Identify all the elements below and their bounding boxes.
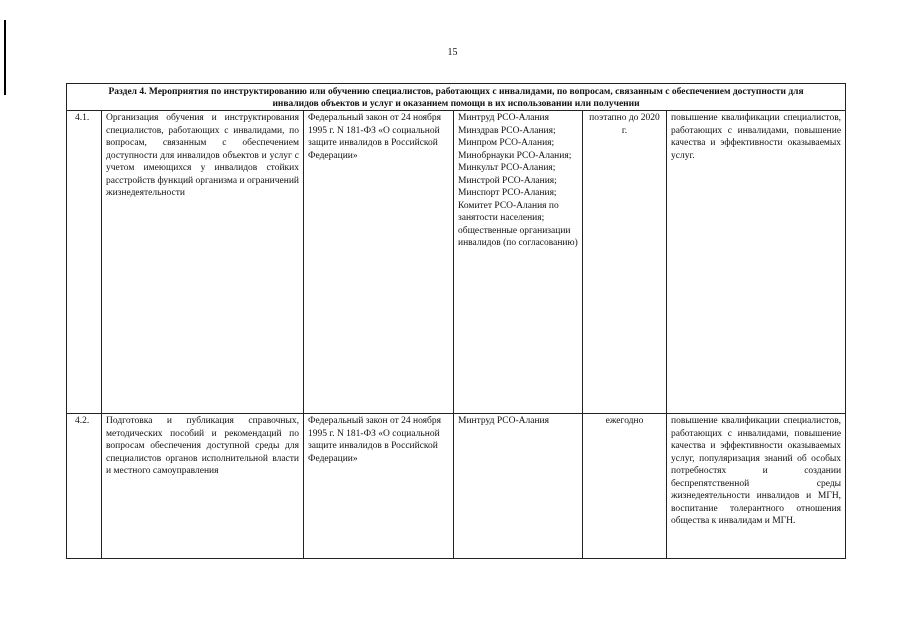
section-header-row (67, 84, 846, 111)
row-number: 4.2. (67, 414, 102, 559)
executors-cell (454, 111, 583, 414)
executor-item: Минкульт РСО-Алания; (458, 163, 556, 173)
deadline-cell: поэтапно до 2020 г. (583, 111, 667, 414)
measures-table (66, 83, 846, 559)
executor-item: Минтруд РСО-Алания (458, 113, 549, 123)
executor-item: Минтруд РСО-Алания (458, 416, 549, 426)
measure-cell: Подготовка и публикация справочных, методических пособий и рекомендаций по вопросам обеспечения доступной среды для специалистов органов исполнительной власти и местного самоуправления (102, 414, 304, 559)
executor-item: Минстрой РСО-Алания; (458, 175, 557, 186)
legal-basis-cell: Федеральный закон от 24 ноября 1995 г. N 181-ФЗ «О социальной защите инвалидов в Российской Федерации» (304, 414, 454, 559)
result-cell: повышение квалификации специалистов, работающих с инвалидами, повышение качества и эффективности оказываемых услуг. (667, 111, 846, 414)
table-row (67, 111, 846, 414)
page-number: 15 (447, 47, 458, 58)
executors-cell (454, 414, 583, 559)
result-cell: повышение квалификации специалистов, работающих с инвалидами, повышение качества и эффективности оказываемых услуг, популяризация знаний об особых потребностях и создании беспрепятственной среды жизнедеятельности инвалидов и МГН, воспитание толерантного отношения общества к инвалидам и МГН. (667, 414, 846, 559)
table-row (67, 414, 846, 559)
executor-item: Минпром РСО-Алания; (458, 138, 555, 148)
executor-item: Комитет РСО-Алания по занятости населения; (458, 200, 559, 223)
executor-item: Минспорт РСО-Алания; (458, 188, 557, 198)
measure-cell: Организация обучения и инструктирования специалистов, работающих с инвалидами, по вопросам, связанным с обеспечением доступности для инвалидов объектов и услуг с учетом имеющихся у инвалидов стойких расстройств функций организма и ограничений жизнедеятельности (102, 111, 304, 414)
legal-basis-cell: Федеральный закон от 24 ноября 1995 г. N 181-ФЗ «О социальной защите инвалидов в Российской Федерации» (304, 111, 454, 414)
row-number: 4.1. (67, 111, 102, 414)
executor-item: Минобрнауки РСО-Алания; (458, 150, 572, 161)
deadline-cell: ежегодно (583, 414, 667, 559)
executor-item: общественные организации инвалидов (по согласованию) (458, 225, 578, 248)
executor-item: Минздрав РСО-Алания; (458, 125, 556, 136)
section-title: Раздел 4. Мероприятия по инструктированию или обучению специалистов, работающих с инвалидами, по вопросам, связанным с обеспечением доступности для инвалидов объектов и услуг и оказанием помощи в их использовании или получении (67, 84, 846, 111)
